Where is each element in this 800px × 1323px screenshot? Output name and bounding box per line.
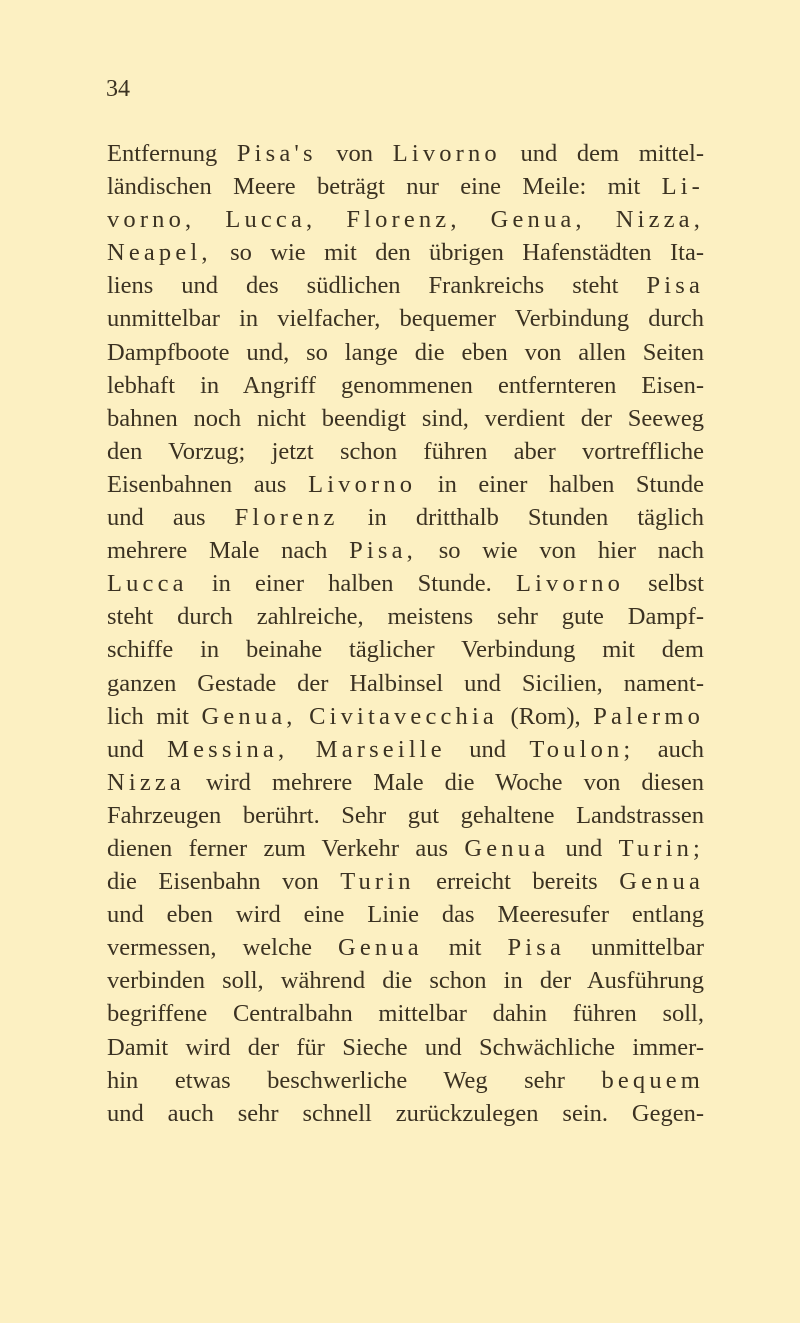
text-line — [107, 1064, 704, 1097]
text-segment: (Rom), — [497, 702, 594, 730]
text-segment: unmittelbar — [565, 934, 704, 962]
text-segment: mit — [422, 934, 508, 962]
text-line — [107, 898, 704, 931]
emphasized-text: Messina, Marseille — [167, 735, 446, 763]
text-segment: bahnen noch nicht beendigt sind, verdient der Seeweg — [107, 404, 704, 432]
emphasized-text: Palermo — [593, 702, 704, 730]
emphasized-text: Pisa, — [349, 537, 417, 565]
text-line — [107, 600, 704, 633]
emphasized-text: Turin — [340, 868, 415, 896]
text-segment: von — [316, 140, 393, 167]
text-line — [107, 1097, 704, 1130]
text-segment: Entfernung — [107, 140, 237, 167]
emphasized-text: Pisa's — [236, 140, 317, 167]
text-segment: unmittelbar in vielfacher, bequemer Verbindung durch — [107, 305, 704, 333]
emphasized-text: Livorno — [392, 140, 501, 167]
emphasized-text: Genua — [464, 834, 550, 862]
text-line — [107, 435, 704, 468]
text-line — [107, 170, 704, 203]
page-number: 34 — [106, 76, 130, 102]
text-line — [107, 1031, 704, 1064]
text-segment: in einer halben Stunde. — [187, 570, 516, 598]
text-segment — [297, 703, 310, 730]
emphasized-text: Livorno — [308, 470, 417, 498]
text-segment: und — [549, 834, 619, 862]
text-line — [107, 931, 704, 964]
text-line — [107, 336, 704, 369]
text-segment: Eisenbahnen aus — [107, 470, 309, 498]
emphasized-text: Li- — [661, 173, 704, 201]
text-line — [107, 236, 704, 269]
text-line — [107, 137, 704, 170]
body-text — [107, 137, 704, 1130]
text-segment: in einer halben Stunde — [416, 470, 704, 498]
text-segment: lebhaft in Angriff genommenen entfernteren Eisen- — [107, 371, 704, 399]
text-segment: und auch sehr schnell zurückzulegen sein. Gegen- — [107, 1099, 704, 1127]
text-segment: schiffe in beinahe täglicher Verbindung mit dem — [107, 636, 704, 664]
text-line — [107, 534, 704, 567]
emphasized-text: vorno, Lucca, Florenz, Genua, Nizza, — [107, 206, 704, 234]
emphasized-text: Lucca — [107, 570, 188, 598]
emphasized-text: Livorno — [515, 570, 625, 598]
text-segment: und — [107, 735, 168, 763]
emphasized-text: Neapel, — [107, 239, 212, 267]
text-segment: mehrere Male nach — [107, 537, 350, 565]
emphasized-text: bequem — [601, 1066, 704, 1094]
emphasized-text: Turin; — [618, 834, 704, 862]
text-line — [107, 302, 704, 335]
text-segment: den Vorzug; jetzt schon führen aber vortreffliche — [107, 437, 704, 465]
text-line — [107, 203, 704, 236]
text-segment: und dem mittel- — [500, 140, 704, 167]
text-segment: und aus — [107, 504, 235, 532]
emphasized-text: Nizza — [107, 768, 185, 796]
text-segment: begriffene Centralbahn mittelbar dahin führen soll, — [107, 1000, 704, 1028]
emphasized-text: Genua — [619, 868, 704, 896]
text-segment: und eben wird eine Linie das Meeresufer entlang — [107, 901, 704, 929]
emphasized-text: Pisa — [507, 934, 566, 962]
emphasized-text: Pisa — [646, 272, 704, 300]
text-line — [107, 997, 704, 1030]
text-segment: liens und des südlichen Frankreichs steht — [107, 272, 647, 300]
text-line — [107, 799, 704, 832]
text-segment: Dampfboote und, so lange die eben von allen Seiten — [107, 338, 704, 366]
text-segment: wird mehrere Male die Woche von diesen — [184, 768, 704, 796]
text-line — [107, 865, 704, 898]
text-line — [107, 667, 704, 700]
text-line — [107, 567, 704, 600]
text-line — [107, 501, 704, 534]
text-line — [107, 369, 704, 402]
text-segment: in dritthalb Stunden täglich — [338, 504, 704, 532]
text-segment: so wie mit den übrigen Hafenstädten Ita- — [211, 239, 704, 267]
text-segment: hin etwas beschwerliche Weg sehr — [107, 1066, 602, 1094]
text-segment: ländischen Meere beträgt nur eine Meile: mit — [107, 173, 662, 201]
text-line — [107, 733, 704, 766]
text-segment: erreicht bereits — [414, 868, 620, 896]
text-line — [107, 766, 704, 799]
emphasized-text: Genua, — [201, 702, 297, 730]
text-segment: Fahrzeugen berührt. Sehr gut gehaltene Landstrassen — [107, 801, 704, 829]
emphasized-text: Toulon; — [529, 735, 635, 763]
text-segment: selbst — [624, 570, 704, 598]
text-segment: und — [445, 735, 530, 763]
emphasized-text: Civitavecchia — [309, 702, 498, 730]
text-line — [107, 700, 704, 733]
text-line — [107, 269, 704, 302]
text-segment: ganzen Gestade der Halbinsel und Sicilien, nament- — [107, 669, 704, 697]
emphasized-text: Florenz — [234, 504, 339, 532]
text-segment: auch — [634, 735, 704, 763]
text-segment: verbinden soll, während die schon in der Ausführung — [107, 967, 704, 995]
text-line — [107, 402, 704, 435]
text-segment: so wie von hier nach — [416, 537, 704, 565]
text-line — [107, 964, 704, 997]
text-segment: vermessen, welche — [107, 934, 338, 962]
text-line — [107, 633, 704, 666]
text-line — [107, 832, 704, 865]
text-segment: steht durch zahlreiche, meistens sehr gute Dampf- — [107, 603, 704, 631]
text-segment: dienen ferner zum Verkehr aus — [107, 834, 465, 862]
text-segment: lich mit — [107, 702, 202, 730]
text-segment: Damit wird der für Sieche und Schwächliche immer- — [107, 1033, 704, 1061]
text-line — [107, 468, 704, 501]
emphasized-text: Genua — [337, 934, 423, 962]
text-segment: die Eisenbahn von — [107, 868, 341, 896]
